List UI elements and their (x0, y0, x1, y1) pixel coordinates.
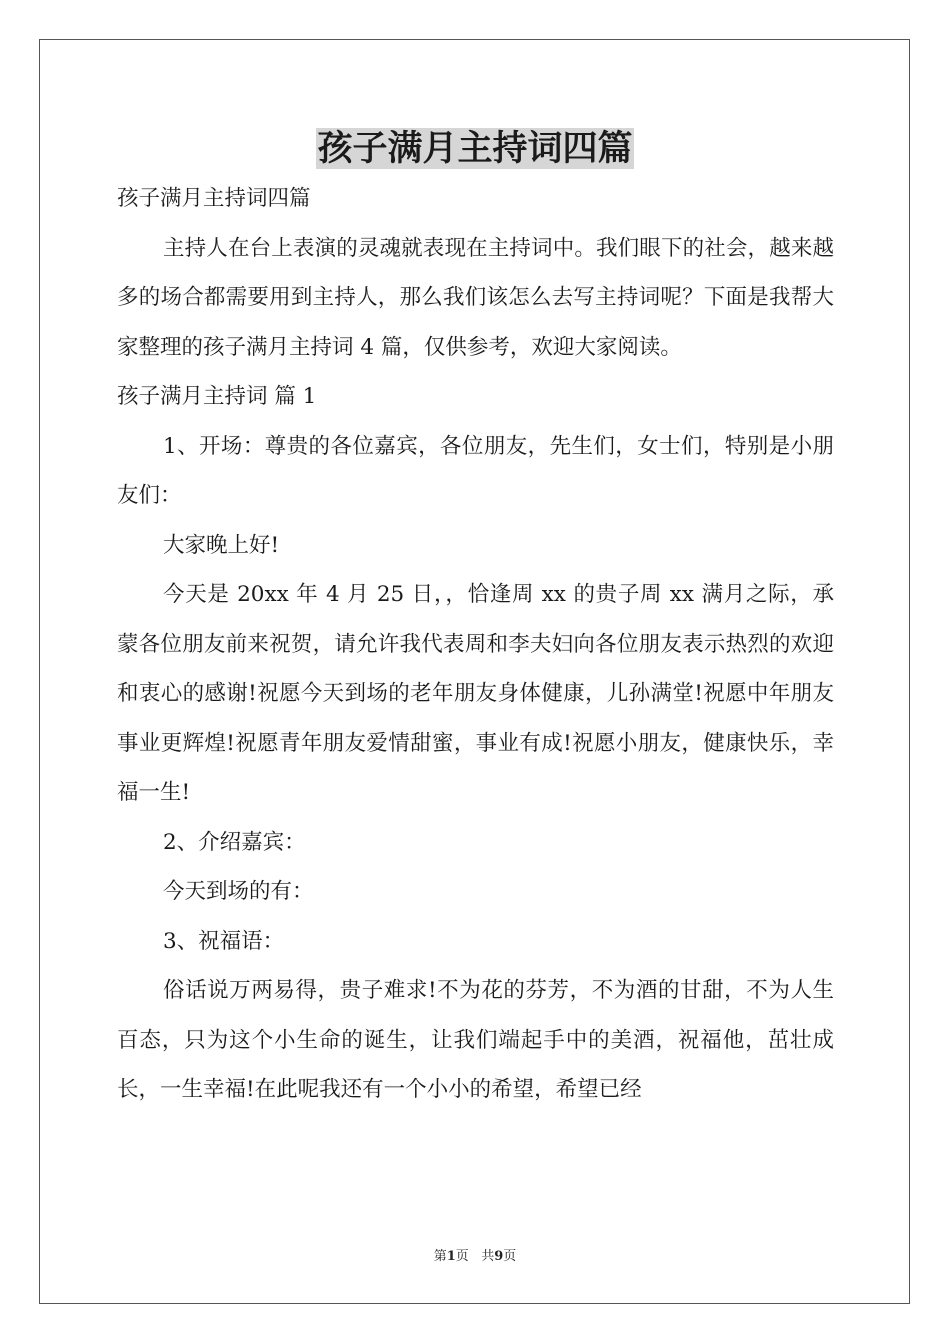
paragraph: 今天到场的有： (163, 879, 314, 904)
document-title-text: 孩子满月主持词四篇 (317, 128, 633, 169)
paragraph: 主持人在台上表演的灵魂就表现在主持词中。我们眼下的社会，越来越多的场合都需要用到主持人，那么我们该怎么去写主持词呢？下面是我帮大家整理的孩子满月主持词 4 篇，仅供参考，欢迎大家阅读。 (117, 235, 834, 360)
document-body (117, 174, 834, 1115)
page-footer (0, 1248, 950, 1266)
total-prefix: 共 (481, 1249, 495, 1264)
paragraph: 孩子满月主持词四篇 (117, 186, 311, 211)
paragraph: 3、祝福语： (163, 928, 285, 954)
paragraph: 孩子满月主持词 篇 1 (117, 384, 317, 409)
page-suffix: 页 (455, 1249, 469, 1264)
paragraph: 俗话说万两易得，贵子难求!不为花的芬芳，不为酒的甘甜，不为人生百态，只为这个小生命的诞生，让我们端起手中的美酒，祝福他，茁壮成长，一生幸福!在此呢我还有一个小小的希望，希望已经 (117, 978, 834, 1102)
paragraph: 今天是 20xx 年 4 月 25 日，，恰逢周 xx 的贵子周 xx 满月之际，承蒙各位朋友前来祝贺，请允许我代表周和李夫妇向各位朋友表示热烈的欢迎和衷心的感谢!祝愿今天到场的老年朋友身体健康，儿孙满堂!祝愿中年朋友事业更辉煌!祝愿青年朋友爱情甜蜜，事业有成!祝愿小朋友，健康快乐，幸福一生! (117, 582, 834, 805)
page-prefix: 第 (433, 1249, 447, 1264)
page-current: 1 (446, 1249, 456, 1264)
paragraph: 2、介绍嘉宾： (163, 829, 306, 855)
paragraph: 1、开场：尊贵的各位嘉宾，各位朋友，先生们，女士们，特别是小朋友们： (117, 433, 834, 508)
paragraph: 大家晚上好! (163, 532, 280, 558)
total-suffix: 页 (503, 1249, 517, 1264)
document-title (0, 126, 950, 172)
page-total: 9 (494, 1249, 504, 1264)
